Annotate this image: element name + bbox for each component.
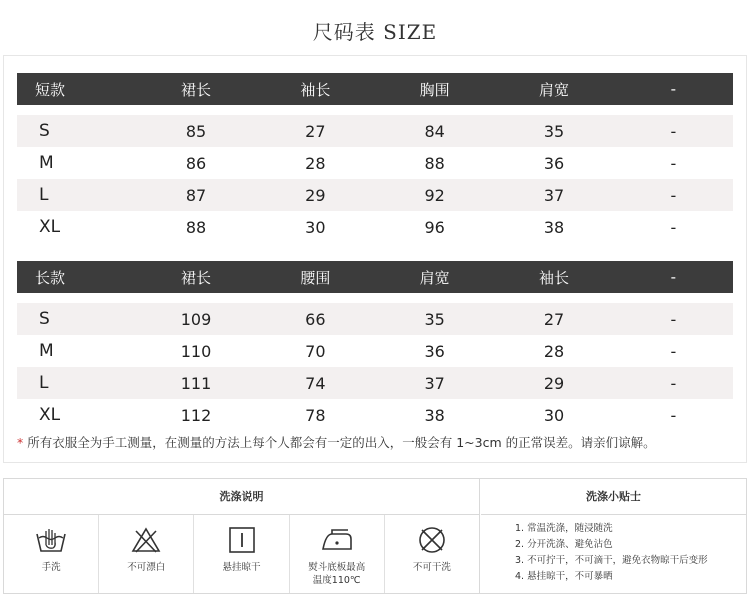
table-cell: 84 [424, 121, 445, 141]
table-cell: 74 [305, 373, 326, 393]
table-cell: L [39, 373, 49, 393]
table-cell: - [670, 341, 677, 361]
washing-tips [481, 479, 746, 593]
table-cell: - [670, 153, 677, 173]
table-cell: 36 [424, 341, 445, 361]
tip-item: 3. 不可拧干，不可滴干，避免衣物晾干后变形 [515, 555, 708, 566]
table-row [17, 179, 733, 211]
table-cell: 111 [180, 373, 212, 393]
table-row [17, 211, 733, 243]
iron-label-line2: 温度110℃ [312, 575, 361, 586]
no-bleach-icon [129, 525, 163, 555]
table-cell: 66 [305, 309, 326, 329]
hang-dry-icon [225, 525, 259, 555]
header-cell: 腰围 [300, 268, 331, 287]
measurement-note [17, 433, 656, 451]
table-cell: 85 [185, 121, 207, 141]
table-cell: - [670, 217, 677, 237]
washing-panel [3, 478, 747, 594]
table-header [17, 261, 733, 293]
table-row [17, 115, 733, 147]
table-cell: M [39, 341, 54, 361]
table-cell: 38 [543, 217, 565, 237]
header-cell: 胸围 [419, 80, 450, 99]
header-cell: 肩宽 [419, 268, 450, 287]
table-cell: 27 [543, 309, 565, 329]
table-cell: L [39, 185, 49, 205]
table-cell: - [670, 373, 677, 393]
table-cell: 87 [185, 185, 207, 205]
table-cell: 112 [180, 405, 212, 425]
table-cell: - [670, 309, 677, 329]
table-cell: 110 [180, 341, 212, 361]
wash-item-label: 悬挂晾干 [222, 562, 261, 573]
table-cell: 37 [543, 185, 565, 205]
tip-item: 2. 分开洗涤、避免沾色 [515, 539, 613, 550]
table-cell: 86 [185, 153, 207, 173]
table-cell: - [670, 185, 677, 205]
table-cell: 29 [305, 185, 326, 205]
page-title: 尺码表 SIZE [312, 20, 438, 44]
header-cell: 裙长 [180, 80, 211, 99]
tip-item: 1. 常温洗涤，随浸随洗 [515, 523, 613, 534]
header-cell: 短款 [35, 80, 66, 99]
table-cell: 92 [424, 185, 445, 205]
table-cell: 70 [305, 341, 326, 361]
table-cell: M [39, 153, 54, 173]
header-cell: 袖长 [538, 268, 569, 287]
iron-label-line1: 熨斗底板最高 [308, 562, 366, 573]
header-cell: 袖长 [300, 80, 331, 99]
table-row [17, 303, 733, 335]
iron-icon [320, 525, 354, 555]
table-cell: 27 [305, 121, 326, 141]
table-header [17, 73, 733, 105]
note-text: 所有衣服全为手工测量，在测量的方法上每个人都会有一定的出入，一般会有 1~3cm 的正常误差。请亲们谅解。 [27, 435, 656, 450]
table-row [17, 367, 733, 399]
table-cell: 35 [424, 309, 445, 329]
table-cell: 37 [424, 373, 445, 393]
table-cell: 30 [305, 217, 326, 237]
table-cell: 96 [424, 217, 445, 237]
table-cell: XL [39, 405, 61, 425]
header-cell: - [670, 80, 677, 98]
tips-title: 洗涤小贴士 [481, 479, 746, 515]
table-cell: S [39, 121, 50, 141]
tip-item: 4. 悬挂晾干，不可暴晒 [515, 571, 613, 582]
header-cell: 长款 [35, 268, 66, 287]
table-cell: 38 [424, 405, 445, 425]
table-cell: 109 [180, 309, 212, 329]
table-cell: 88 [424, 153, 445, 173]
table-cell: - [670, 121, 677, 141]
table-cell: 29 [543, 373, 565, 393]
wash-item-label: 不可漂白 [127, 562, 166, 573]
table-cell: S [39, 309, 50, 329]
wash-item [290, 515, 385, 593]
wash-item-label [308, 561, 365, 587]
wash-item-label: 不可干洗 [412, 562, 451, 573]
note-asterisk: * [17, 435, 24, 450]
wash-item [4, 515, 99, 593]
table-cell: 30 [543, 405, 565, 425]
header-cell: 肩宽 [538, 80, 569, 99]
header-cell: 裙长 [180, 268, 211, 287]
table-cell: - [670, 405, 677, 425]
no-dry-clean-icon [415, 525, 449, 555]
wash-item [99, 515, 194, 593]
table-cell: 35 [543, 121, 565, 141]
table-cell: XL [39, 217, 61, 237]
washing-instructions [4, 479, 480, 593]
hand-wash-icon [34, 525, 68, 555]
header-cell: - [670, 268, 677, 286]
table-cell: 28 [305, 153, 326, 173]
washing-title: 洗涤说明 [4, 479, 479, 515]
long-size-table [17, 261, 733, 431]
table-cell: 88 [185, 217, 207, 237]
table-row [17, 335, 733, 367]
table-cell: 78 [305, 405, 326, 425]
short-size-table [17, 73, 733, 243]
wash-item [385, 515, 479, 593]
table-row [17, 147, 733, 179]
table-row [17, 399, 733, 431]
table-cell: 28 [543, 341, 565, 361]
table-cell: 36 [543, 153, 565, 173]
wash-item-label: 手洗 [41, 562, 61, 573]
wash-item [194, 515, 289, 593]
